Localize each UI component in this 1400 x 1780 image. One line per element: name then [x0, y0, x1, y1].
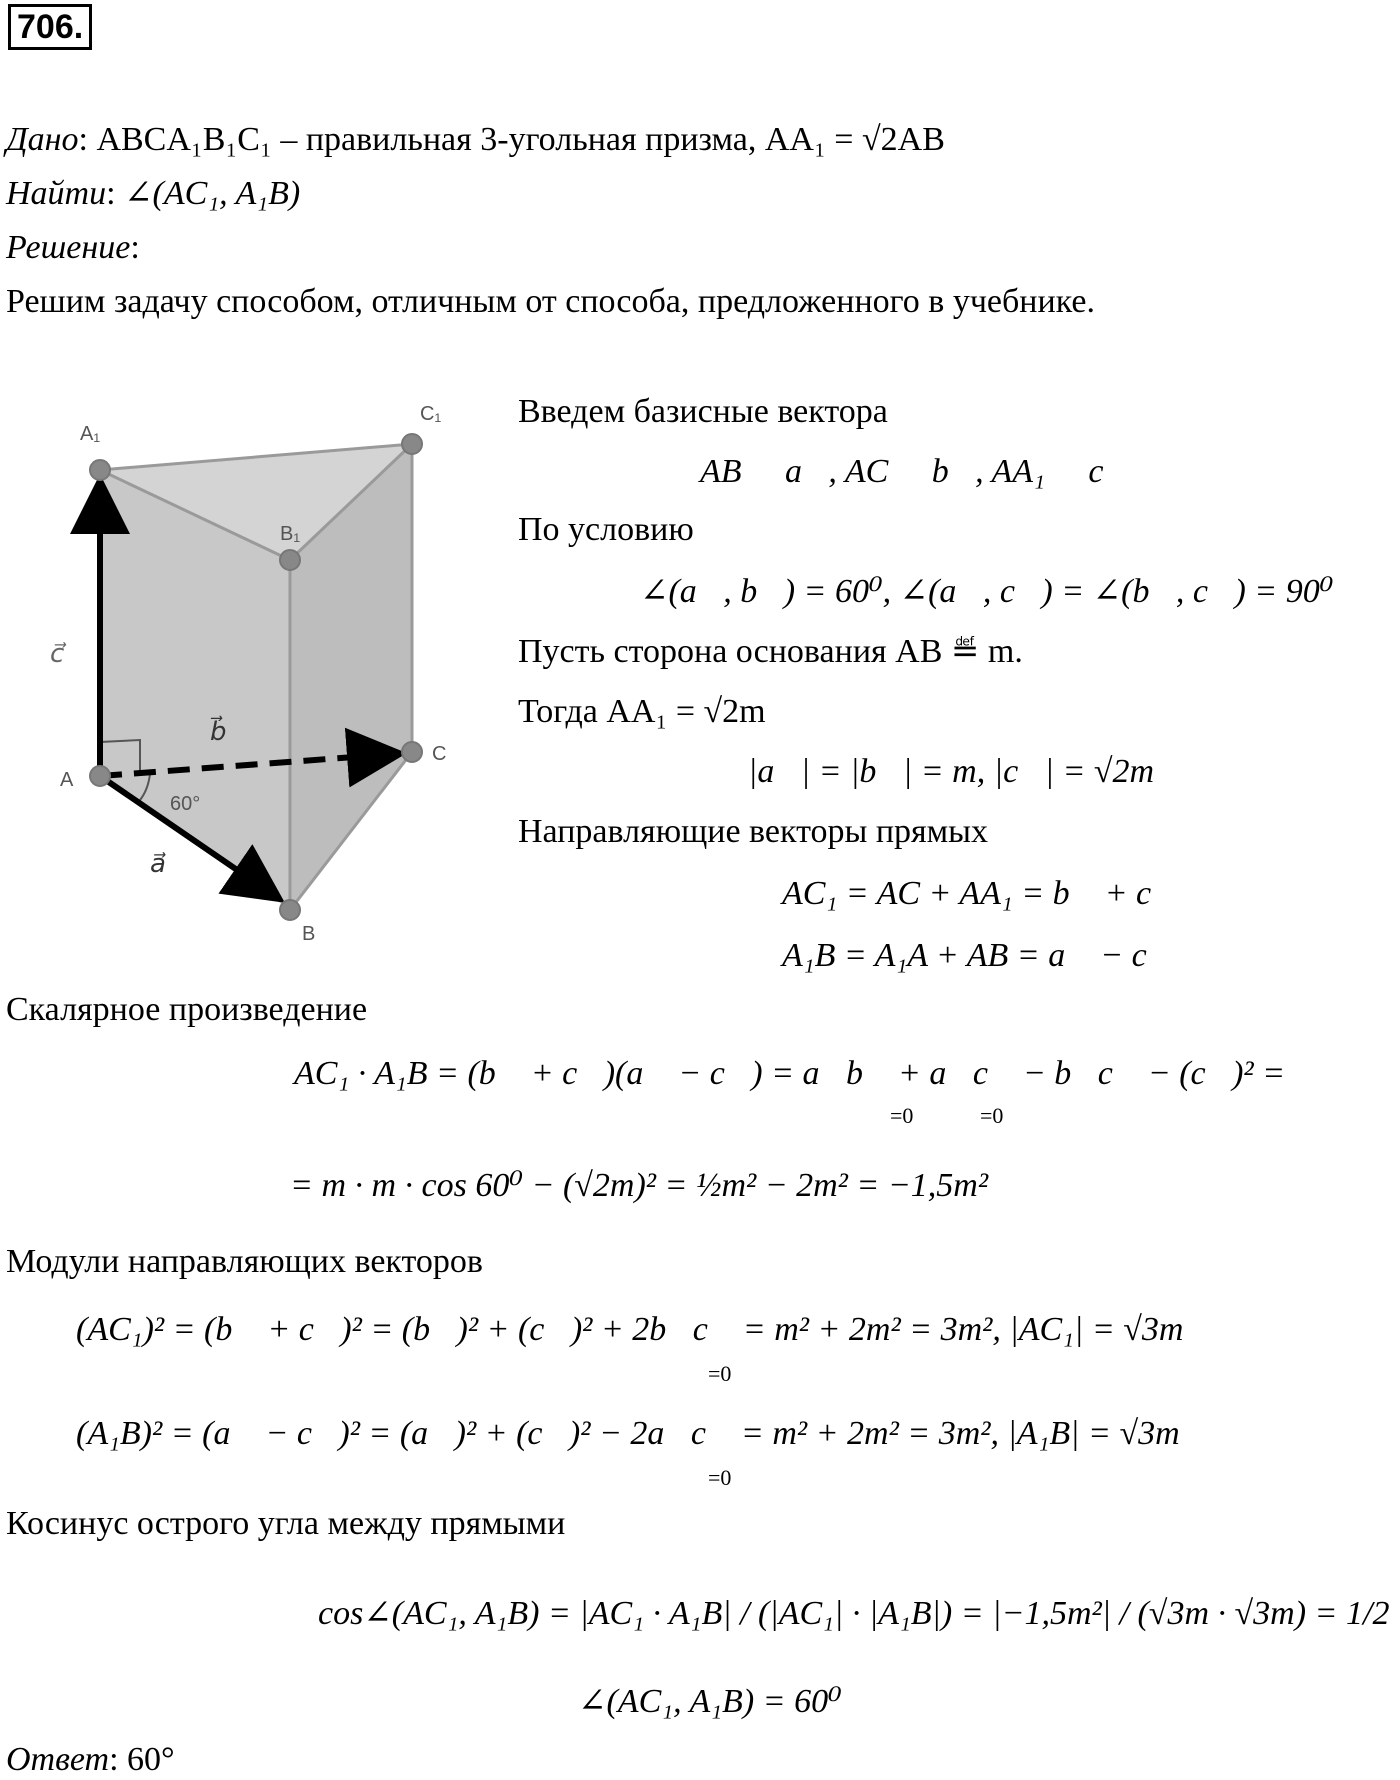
- intro-text: Решим задачу способом, отличным от способа, предложенного в учебнике.: [6, 283, 1095, 320]
- eq0-ac: =0: [890, 1103, 914, 1128]
- answer-label: Ответ: [6, 1741, 110, 1778]
- mod-line-2: (A₁B)² = (a⃗ − c⃗)² = (a⃗)² + (c⃗)² − 2a⃗c⃗ = m² + 2m² = 3m², |A₁B| = √3m: [76, 1415, 1180, 1452]
- dir-line-2: A₁B = A₁A + AB = a⃗ − c⃗: [782, 937, 1174, 974]
- basis-intro: Введем базисные вектора: [518, 393, 888, 430]
- answer-value: 60°: [127, 1741, 175, 1778]
- side-line: Пусть сторона основания AB ≝ m.: [518, 633, 1023, 670]
- then-line: Тогда AA₁ = √2m: [518, 693, 766, 730]
- given-label: Дано: [6, 121, 79, 158]
- condition-line: ∠(a⃗, b⃗) = 60⁰, ∠(a⃗, c⃗) = ∠(b⃗, c⃗) = 90⁰: [640, 573, 1334, 610]
- label-c1: C₁: [420, 403, 442, 425]
- directions-intro: Направляющие векторы прямых: [518, 813, 989, 850]
- eq0-bc: =0: [980, 1103, 1004, 1128]
- find-label: Найти: [6, 175, 107, 212]
- basis-line: AB ≝ a⃗, AC ≝ b⃗, AA₁ ≝ c⃗: [700, 453, 1130, 490]
- modules-line: |a⃗| = |b⃗| = m, |c⃗| = √2m: [748, 753, 1155, 790]
- dir-line-1: AC₁ = AC + AA₁ = b⃗ + c⃗: [782, 875, 1178, 912]
- eq0-mod1: =0: [708, 1361, 732, 1386]
- solution-label: Решение: [6, 229, 131, 266]
- label-c: C: [432, 743, 447, 765]
- label-vec-c: c⃗: [50, 638, 65, 668]
- prism-figure: [40, 390, 480, 950]
- modules-intro: Модули направляющих векторов: [6, 1243, 483, 1280]
- label-vec-b: b⃗: [210, 716, 227, 746]
- label-a: A: [60, 769, 74, 791]
- find-line: Найти: ∠(AC₁, A₁B): [6, 175, 301, 212]
- find-text: ∠(AC₁, A₁B): [124, 175, 301, 212]
- given-text: ABCA₁B₁C₁ – правильная 3-угольная призма, AA₁ = √2AB: [96, 121, 945, 158]
- label-a1: A₁: [80, 423, 101, 445]
- label-vec-a: a⃗: [150, 848, 166, 878]
- mod-line-1: (AC₁)² = (b⃗ + c⃗)² = (b⃗)² + (c⃗)² + 2b⃗c⃗ = m² + 2m² = 3m², |AC₁| = √3m: [76, 1311, 1184, 1348]
- scalar-line-2: = m · m · cos 60⁰ − (√2m)² = ½m² − 2m² = −1,5m²: [290, 1167, 989, 1204]
- eq0-mod2: =0: [708, 1465, 732, 1490]
- label-angle: 60°: [170, 793, 201, 815]
- problem-number: 706.: [8, 4, 92, 50]
- answer-line: Ответ: 60°: [6, 1741, 175, 1778]
- condition-intro: По условию: [518, 511, 694, 548]
- solution-line: Решение:: [6, 229, 140, 266]
- cos-line: cos∠(AC₁, A₁B) = |AC₁ · A₁B| / (|AC₁| · |A₁B|) = |−1,5m²| / (√3m · √3m) = 1/2: [318, 1595, 1390, 1632]
- scalar-line-1: AC₁ · A₁B = (b⃗ + c⃗)(a⃗ − c⃗) = a⃗b⃗ + a⃗c⃗ − b⃗c⃗ − (c⃗)² =: [294, 1055, 1286, 1092]
- scalar-intro: Скалярное произведение: [6, 991, 368, 1028]
- label-b: B: [302, 923, 316, 945]
- angle-result: ∠(AC₁, A₁B) = 60⁰: [578, 1683, 842, 1720]
- label-b1: B₁: [280, 523, 301, 545]
- given-line: Дано: ABCA₁B₁C₁ – правильная 3-угольная призма, AA₁ = √2AB: [6, 121, 945, 158]
- cos-intro: Косинус острого угла между прямыми: [6, 1505, 566, 1542]
